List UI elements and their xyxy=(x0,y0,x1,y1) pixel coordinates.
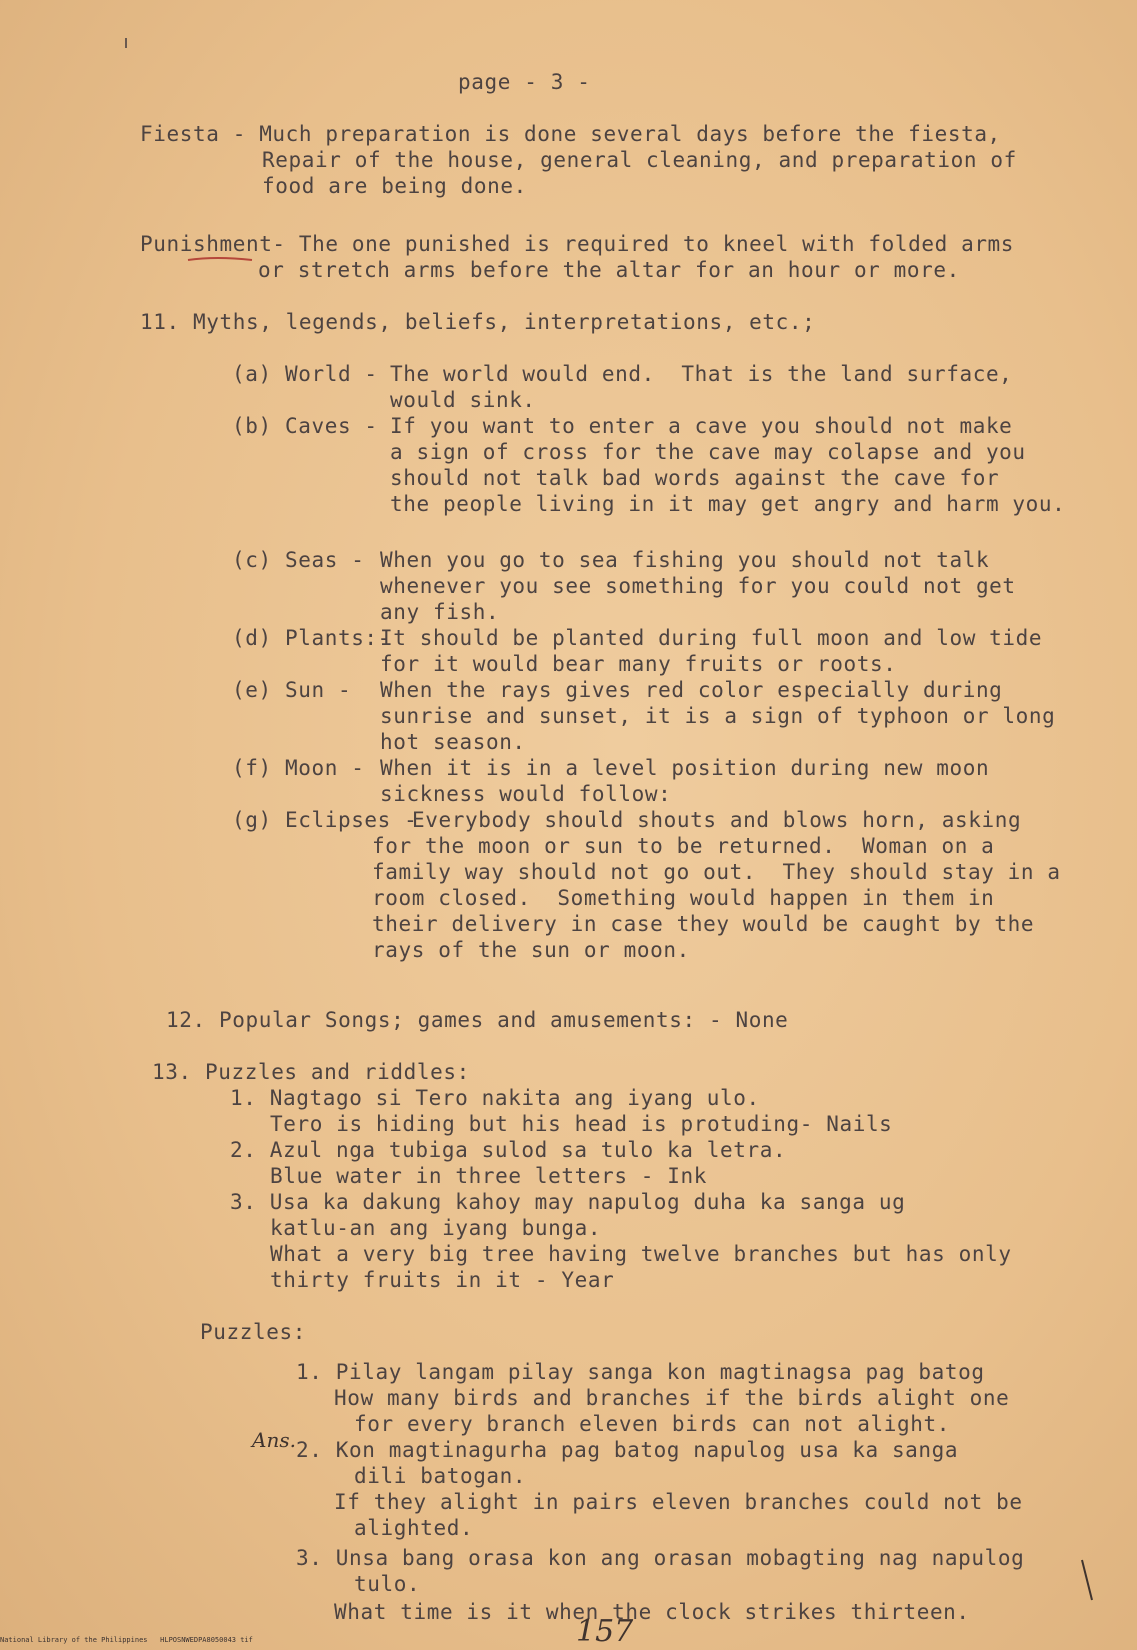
fiesta-line-2: Repair of the house, general cleaning, and preparation of xyxy=(262,148,1017,172)
red-underline-mark xyxy=(186,254,256,264)
riddle-line: 2. Azul nga tubiga sulod sa tulo ka letra. xyxy=(230,1138,787,1162)
item-g-line: Everybody should shouts and blows horn, asking xyxy=(412,808,1022,832)
margin-dot-mark xyxy=(122,36,130,50)
item-c-label: (c) Seas - xyxy=(232,548,365,572)
puzzle-line: alighted. xyxy=(354,1516,474,1540)
punishment-line-1: Punishment- The one punished is required to kneel with folded arms xyxy=(140,232,1015,256)
item-b-line: a sign of cross for the cave may colapse and you xyxy=(390,440,1026,464)
item-g-line: rays of the sun or moon. xyxy=(372,938,690,962)
handwritten-answer-note: Ans. xyxy=(252,1428,296,1452)
item-a-label: (a) World - xyxy=(232,362,378,386)
puzzle-line: dili batogan. xyxy=(354,1464,527,1488)
puzzles-heading: Puzzles: xyxy=(200,1320,306,1344)
riddle-line: Tero is hiding but his head is protuding- Nails xyxy=(270,1112,893,1136)
item-b-line: the people living in it may get angry and harm you. xyxy=(390,492,1066,516)
item-a-line: The world would end. That is the land surface, xyxy=(390,362,1013,386)
item-b-line: should not talk bad words against the cave for xyxy=(390,466,1000,490)
puzzle-line: 2. Kon magtinagurha pag batog napulog usa ka sanga xyxy=(296,1438,959,1462)
puzzle-line: How many birds and branches if the birds alight one xyxy=(334,1386,1010,1410)
item-g-line: their delivery in case they would be caught by the xyxy=(372,912,1035,936)
item-e-line: When the rays gives red color especially during xyxy=(380,678,1003,702)
handwritten-page-number: 157 xyxy=(576,1614,634,1649)
puzzle-line: for every branch eleven birds can not alight. xyxy=(354,1412,950,1436)
item-a-line: would sink. xyxy=(390,388,536,412)
item-e-line: sunrise and sunset, it is a sign of typhoon or long xyxy=(380,704,1056,728)
riddle-line: thirty fruits in it - Year xyxy=(270,1268,615,1292)
archive-footer: National Library of the Philippines HLPOSNWEDPA8050043 tif xyxy=(0,1636,253,1644)
item-c-line: any fish. xyxy=(380,600,500,624)
fiesta-line-1: Fiesta - Much preparation is done several days before the fiesta, xyxy=(140,122,1001,146)
item-g-line: family way should not go out. They should stay in a xyxy=(372,860,1061,884)
puzzle-line: tulo. xyxy=(354,1572,421,1596)
item-c-line: When you go to sea fishing you should not talk xyxy=(380,548,990,572)
item-e-line: hot season. xyxy=(380,730,526,754)
item-e-label: (e) Sun - xyxy=(232,678,352,702)
item-b-line: If you want to enter a cave you should not make xyxy=(390,414,1013,438)
punishment-line-2: or stretch arms before the altar for an hour or more. xyxy=(258,258,960,282)
item-d-line: for it would bear many fruits or roots. xyxy=(380,652,897,676)
riddle-line: 3. Usa ka dakung kahoy may napulog duha ka sanga ug xyxy=(230,1190,906,1214)
riddle-line: Blue water in three letters - Ink xyxy=(270,1164,708,1188)
riddle-line: 1. Nagtago si Tero nakita ang iyang ulo. xyxy=(230,1086,760,1110)
section-12: 12. Popular Songs; games and amusements: - None xyxy=(166,1008,789,1032)
section-13-heading: 13. Puzzles and riddles: xyxy=(152,1060,470,1084)
item-b-label: (b) Caves - xyxy=(232,414,378,438)
item-c-line: whenever you see something for you could not get xyxy=(380,574,1016,598)
item-d-line: It should be planted during full moon and low tide xyxy=(380,626,1043,650)
section-11-heading: 11. Myths, legends, beliefs, interpretations, etc.; xyxy=(140,310,816,334)
fiesta-line-3: food are being done. xyxy=(262,174,527,198)
page-header: page - 3 - xyxy=(458,70,591,94)
item-g-line: for the moon or sun to be returned. Woman on a xyxy=(372,834,995,858)
riddle-line: katlu-an ang iyang bunga. xyxy=(270,1216,602,1240)
item-f-label: (f) Moon - xyxy=(232,756,365,780)
item-g-label: (g) Eclipses - xyxy=(232,808,418,832)
puzzle-line: 3. Unsa bang orasa kon ang orasan mobagting nag napulog xyxy=(296,1546,1025,1570)
margin-tick-mark xyxy=(1078,1556,1098,1606)
item-f-line: When it is in a level position during new moon xyxy=(380,756,990,780)
riddle-line: What a very big tree having twelve branches but has only xyxy=(270,1242,1012,1266)
puzzle-line: If they alight in pairs eleven branches could not be xyxy=(334,1490,1023,1514)
item-g-line: room closed. Something would happen in them in xyxy=(372,886,995,910)
item-d-label: (d) Plants:- xyxy=(232,626,391,650)
puzzle-line: What time is it when the clock strikes thirteen. xyxy=(334,1600,970,1624)
item-f-line: sickness would follow: xyxy=(380,782,672,806)
puzzle-line: 1. Pilay langam pilay sanga kon magtinagsa pag batog xyxy=(296,1360,985,1384)
